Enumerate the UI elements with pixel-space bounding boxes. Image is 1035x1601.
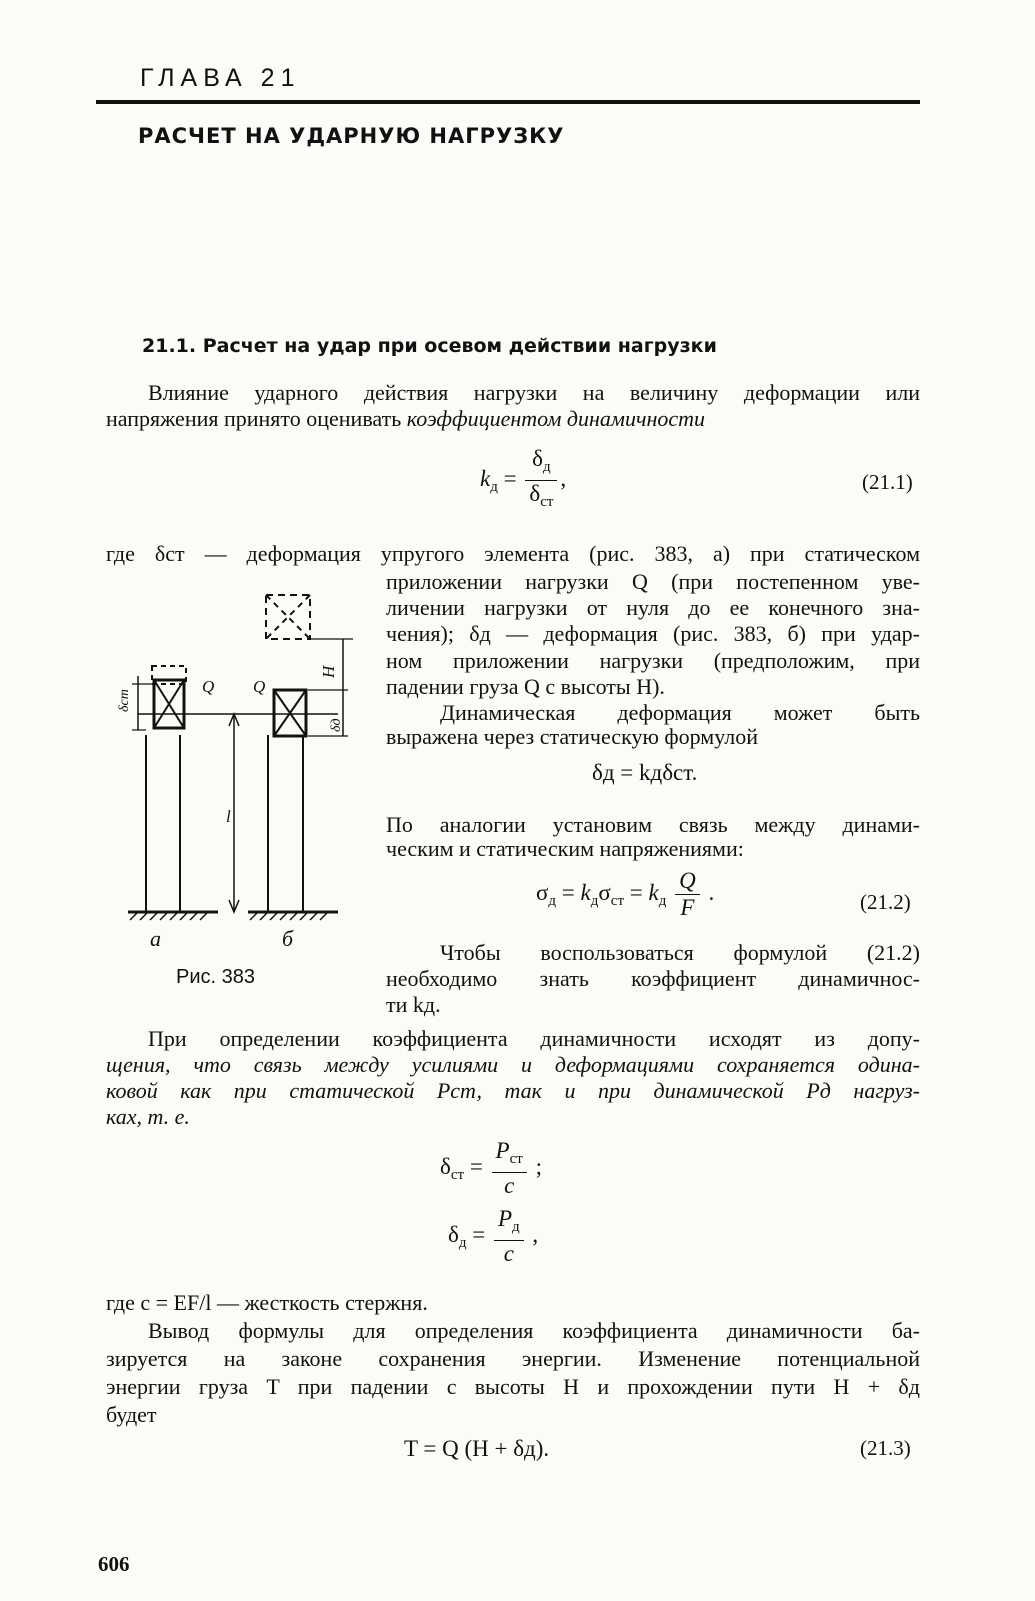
fig-label-a: а [150,926,161,951]
side-line-5: падении груза Q с высоты H). [386,674,665,699]
fig-dim-dst: δст [117,689,132,712]
use-line-2: необходимо знать коэффициент динамичнос- [386,966,920,991]
def-line-1: При определении коэффициента динамичности исходят из допу- [148,1026,920,1051]
def-line-3: ковой как при статической Pст, так и при динамической Pд нагруз- [106,1078,920,1103]
equation-delta-d: $\delta_д$ = $\frac{P_д}{c}$ , [448,1206,539,1266]
fig-dim-H: H [319,665,338,678]
page-number: 606 [98,1552,130,1576]
equation-21-1: $k_д$ = $\frac{\delta_д}{\delta_{ст}}$ , [480,446,567,510]
figure-383 [108,580,368,950]
fig-label-b: б [282,926,294,951]
eq-label-21-3: (21.3) [860,1436,911,1460]
intro-line-2-start: напряжения принято оценивать [106,406,407,431]
stiffness-line: где c = EF/l — жесткость стержня. [106,1290,428,1315]
energy-line-2: зируется на законе сохранения энергии. Изменение потенциальной [106,1346,920,1371]
chapter-title: РАСЧЕТ НА УДАРНУЮ НАГРУЗКУ [138,124,565,148]
dyn-line-2: выражена через статическую формулой [386,724,759,749]
equation-delta-st: $\delta_{ст}$ = $\frac{P_{ст}}{c}$ ; [440,1138,542,1198]
fig-load-a: Q [202,677,215,696]
where-line: где δст — деформация упругого элемента (рис. 383, а) при статическом [106,541,920,566]
side-line-1: приложении нагрузки Q (при постепенном уве- [386,569,920,594]
fig-dim-dd: δд [329,718,344,732]
def-line-2: щения, что связь между усилиями и деформациями сохраняется одина- [106,1052,920,1077]
analogy-line-2: ческим и статическим напряжениями: [386,836,744,861]
header-rule [96,100,920,104]
intro-line-1: Влияние ударного действия нагрузки на величину деформации или [148,380,920,405]
use-line-1: Чтобы воспользоваться формулой (21.2) [440,940,920,965]
eq-label-21-1: (21.1) [862,470,913,494]
side-line-2: личении нагрузки от нуля до ее конечного зна- [386,595,920,620]
equation-dynamic-deformation: δд = kдδст. [592,760,698,785]
energy-line-1: Вывод формулы для определения коэффициента динамичности ба- [148,1318,920,1343]
section-title: 21.1. Расчет на удар при осевом действии нагрузки [142,335,717,357]
intro-line-2 [106,406,920,432]
chapter-heading: ГЛАВА 21 [140,64,301,92]
use-line-3: ти kд. [386,992,441,1017]
figure-caption: Рис. 383 [176,966,255,988]
equation-21-2: $\sigma_д = k_д\sigma_{ст} = k_д$ $\frac{Q}{F}$ . [536,868,715,920]
analogy-line-1: По аналогии установим связь между динами- [386,812,920,837]
side-line-3: чения); δд — деформация (рис. 383, б) при удар- [386,621,920,646]
def-line-4: ках, т. е. [106,1104,190,1129]
energy-line-3: энергии груза T при падении с высоты H и прохождении пути H + δд [106,1374,920,1399]
weight-b-initial-dashed [266,595,310,639]
dynamic-coefficient-term: коэффициентом динамичности [406,406,706,431]
fig-load-b: Q [253,677,266,696]
dyn-line-1: Динамическая деформация может быть [440,700,920,725]
fig-dim-l: l [226,807,231,826]
eq-label-21-2: (21.2) [860,890,911,914]
side-line-4: ном приложении нагрузки (предположим, при [386,648,920,673]
energy-line-4: будет [106,1402,157,1427]
equation-21-3: T = Q (H + δд). [404,1436,550,1461]
